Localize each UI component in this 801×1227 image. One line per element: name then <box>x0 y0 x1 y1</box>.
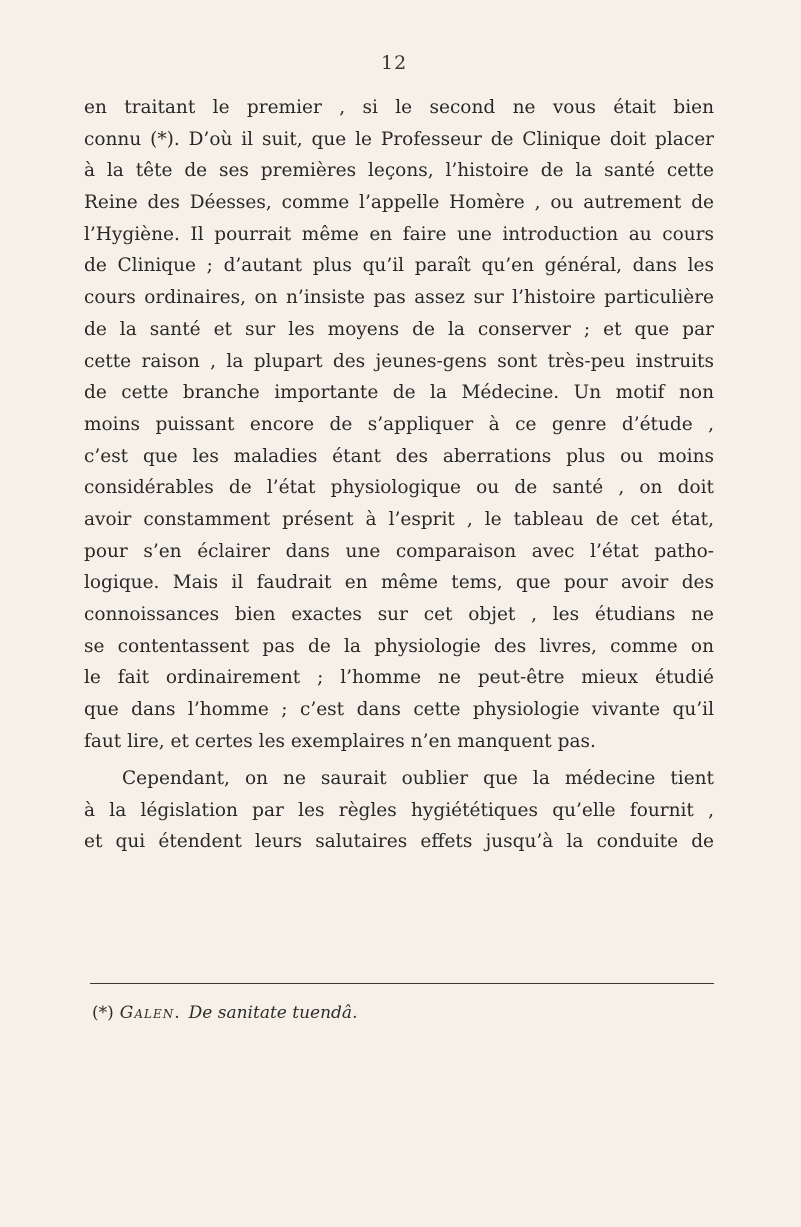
text-line: se contentassent pas de la physiologie des livres, comme on <box>84 635 714 657</box>
footnote-divider <box>90 983 714 984</box>
footnote-author: Galen. <box>119 1003 181 1023</box>
text-line: le fait ordinairement ; l’homme ne peut-être mieux étudié <box>84 667 714 689</box>
text-line: cours ordinaires, on n’insiste pas assez sur l’histoire particulière <box>84 287 714 309</box>
text-line: pour s’en éclairer dans une comparaison avec l’état patho- <box>84 540 714 562</box>
text-line: et qui étendent leurs salutaires effets jusqu’à la conduite de <box>84 831 714 853</box>
text-line: de la santé et sur les moyens de la conserver ; et que par <box>84 318 714 340</box>
footnote-mark: (*) <box>92 1003 114 1023</box>
text-line: à la tête de ses premières leçons, l’histoire de la santé cette <box>84 160 714 182</box>
text-line: faut lire, et certes les exemplaires n’en manquent pas. <box>84 730 596 752</box>
text-line: moins puissant encore de s’appliquer à ce genre d’étude , <box>84 413 714 435</box>
footnote-title: De sanitate tuendâ. <box>188 1003 358 1023</box>
footnote <box>92 1003 357 1023</box>
text-line: à la législation par les règles hygiététiques qu’elle fournit , <box>84 799 714 821</box>
body-paragraph-2 <box>84 763 714 858</box>
text-line: Reine des Déesses, comme l’appelle Homère , ou autrement de <box>84 192 714 214</box>
text-line: connu (*). D’où il suit, que le Professeur de Clinique doit placer <box>84 128 714 150</box>
page-number: 12 <box>381 52 408 74</box>
text-line: avoir constamment présent à l’esprit , le tableau de cet état, <box>84 508 714 530</box>
text-line: en traitant le premier , si le second ne vous était bien <box>84 97 714 118</box>
text-line: de cette branche importante de la Médecine. Un motif non <box>84 382 714 404</box>
text-line: c’est que les maladies étant des aberrations plus ou moins <box>84 445 714 467</box>
body-paragraph-1 <box>84 92 714 757</box>
text-line: connoissances bien exactes sur cet objet , les étudians ne <box>84 604 714 625</box>
text-line: logique. Mais il faudrait en même tems, que pour avoir des <box>84 572 714 594</box>
text-line: de Clinique ; d’autant plus qu’il paraît qu’en général, dans les <box>84 255 714 277</box>
text-line: Cependant, on ne saurait oublier que la médecine tient <box>122 768 714 789</box>
text-line: l’Hygiène. Il pourrait même en faire une introduction au cours <box>84 223 714 245</box>
text-line: cette raison , la plupart des jeunes-gens sont très-peu instruits <box>84 350 714 372</box>
text-line: considérables de l’état physiologique ou de santé , on doit <box>84 477 714 499</box>
text-line: que dans l’homme ; c’est dans cette physiologie vivante qu’il <box>84 699 714 721</box>
